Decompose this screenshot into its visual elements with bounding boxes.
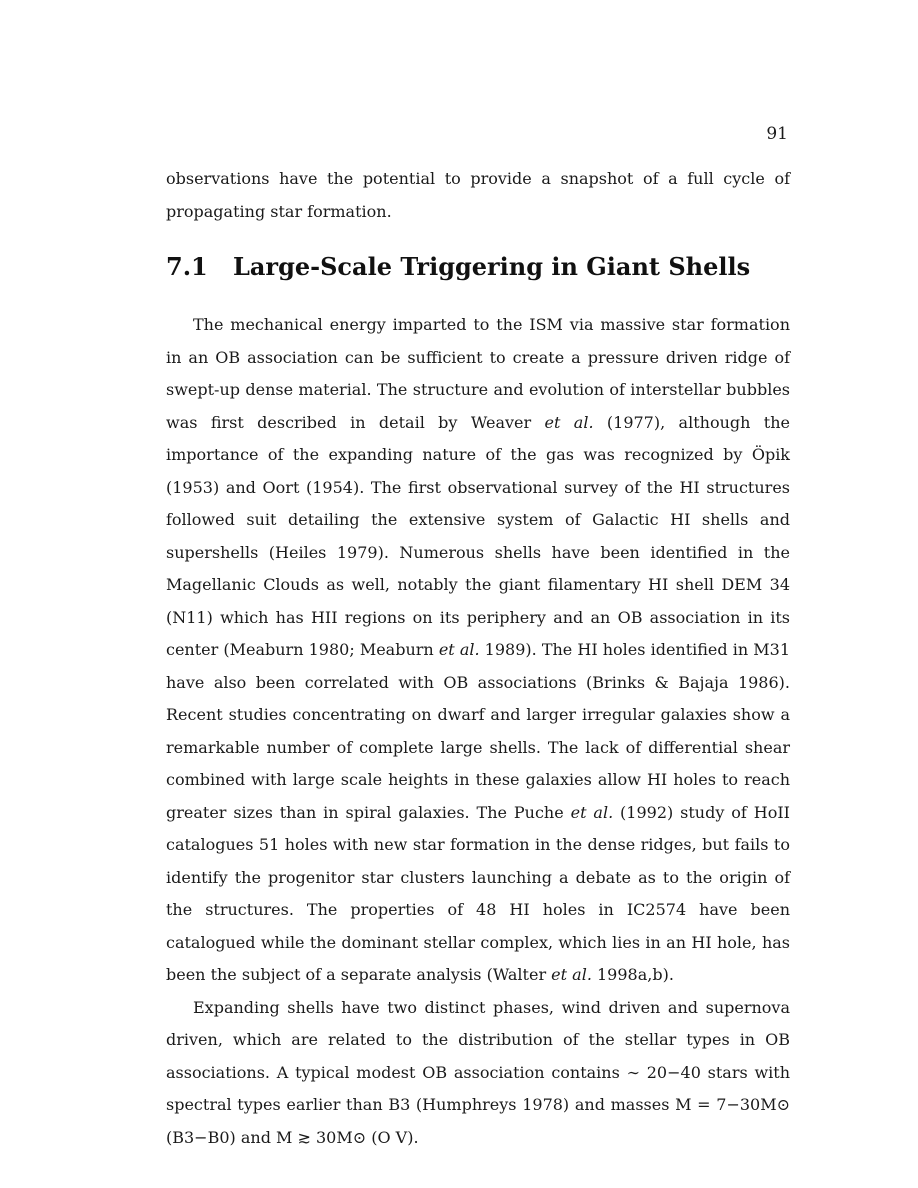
paragraph-text: 1998a,b). [591, 965, 674, 984]
et-al-italic: et al. [570, 802, 614, 822]
paragraph-text: (1977), although the importance of the expanding nature of the gas was recognized by Öpik (1953) and Oort (1954). The first observational survey of the HI structures followed suit detailing the extensive system of Galactic HI shells and supershells (Heiles 1979). Numerous shells have been identified in the Magellanic Clouds as well, notably the giant filamentary HI shell DEM 34 (N11) which has HII regions on its periphery and an OB association in its center (Meaburn 1980; Meaburn [166, 412, 791, 659]
paragraph-expanding-shells: Expanding shells have two distinct phases, wind driven and supernova driven, which are related to the distribution of the stellar types in OB associations. A typical modest OB association contains ∼ 20−40 stars with spectral types earlier than B3 (Humphreys 1978) and masses M = 7−30M⊙ (B3−B0) and M ≳ 30M⊙ (O V). [166, 997, 790, 1147]
section-number: 7.1 [166, 252, 208, 281]
et-al-italic: et al. [544, 412, 594, 432]
et-al-italic: et al. [438, 640, 480, 659]
section-title: Large-Scale Triggering in Giant Shells [233, 252, 751, 281]
section-heading [166, 252, 750, 281]
paragraph-text: (1992) study of HoII catalogues 51 holes with new star formation in the dense ridges, but fails to identify the progenitor star clusters launching a debate as to the origin of the structures. The properties of 48 HI holes in IC2574 have been catalogued while the dominant stellar complex, which lies in an HI hole, has been the subject of a separate analysis (Walter [166, 802, 790, 984]
paragraph-text: The mechanical energy imparted to the ISM via massive star formation in an OB association can be sufficient to create a pressure driven ridge of swept-up dense material. The structure and evolution of interstellar bubbles was first described in detail by Weaver [166, 315, 790, 432]
intro-paragraph-block [166, 163, 790, 228]
paragraph-text: 1989). The HI holes identified in M31 have also been correlated with OB associations (Brinks & Bajaja 1986). Recent studies concentrating on dwarf and larger irregular galaxies show a remarkable number of complete large shells. The lack of differential shear combined with large scale heights in these galaxies allow HI holes to reach greater sizes than in spiral galaxies. The Puche [166, 640, 791, 822]
intro-paragraph: observations have the potential to provide a snapshot of a full cycle of propagating star formation. [166, 169, 790, 221]
et-al-italic: et al. [551, 965, 592, 984]
page-number: 91 [766, 124, 788, 144]
paragraph-giant-shells [166, 309, 790, 992]
section-body [166, 309, 790, 1154]
